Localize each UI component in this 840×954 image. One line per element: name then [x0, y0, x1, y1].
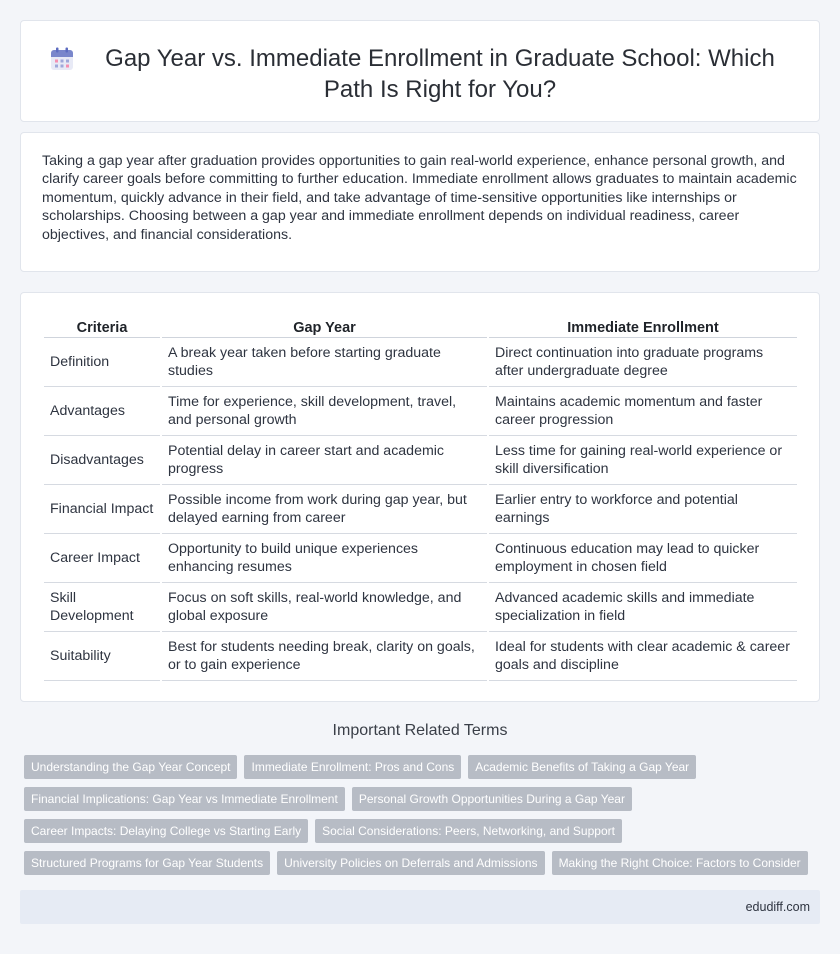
column-header-gap-year: Gap Year — [162, 316, 487, 338]
related-term-tag[interactable]: Making the Right Choice: Factors to Consider — [552, 851, 808, 875]
criteria-cell: Advantages — [44, 387, 160, 436]
column-header-criteria: Criteria — [44, 316, 160, 338]
immediate-enrollment-cell: Direct continuation into graduate programs after undergraduate degree — [489, 338, 797, 387]
related-term-tag[interactable]: Social Considerations: Peers, Networking, and Support — [315, 819, 622, 843]
table-header-row — [44, 316, 797, 338]
gap-year-cell: Focus on soft skills, real-world knowledge, and global exposure — [162, 583, 487, 632]
table-row — [44, 387, 797, 436]
immediate-enrollment-cell: Advanced academic skills and immediate specialization in field — [489, 583, 797, 632]
related-term-tag[interactable]: Personal Growth Opportunities During a Gap Year — [352, 787, 632, 811]
immediate-enrollment-cell: Earlier entry to workforce and potential earnings — [489, 485, 797, 534]
comparison-table — [42, 316, 799, 681]
related-term-tag[interactable]: Immediate Enrollment: Pros and Cons — [244, 755, 461, 779]
related-terms-list — [24, 755, 824, 883]
table-row — [44, 583, 797, 632]
criteria-cell: Disadvantages — [44, 436, 160, 485]
tag-row — [24, 819, 824, 843]
tag-row — [24, 755, 824, 779]
criteria-cell: Career Impact — [44, 534, 160, 583]
immediate-enrollment-cell: Continuous education may lead to quicker employment in chosen field — [489, 534, 797, 583]
criteria-cell: Financial Impact — [44, 485, 160, 534]
related-term-tag[interactable]: Career Impacts: Delaying College vs Starting Early — [24, 819, 308, 843]
intro-card — [20, 132, 820, 272]
table-row — [44, 534, 797, 583]
page-title: Gap Year vs. Immediate Enrollment in Graduate School: Which Path Is Right for You? — [105, 45, 775, 103]
footer-site-link[interactable]: edudiff.com — [745, 900, 810, 914]
immediate-enrollment-cell: Less time for gaining real-world experience or skill diversification — [489, 436, 797, 485]
tag-row — [24, 787, 824, 811]
footer — [20, 890, 820, 924]
table-row — [44, 485, 797, 534]
column-header-immediate-enrollment: Immediate Enrollment — [489, 316, 797, 338]
header-card — [20, 20, 820, 122]
table-row — [44, 632, 797, 681]
tag-row — [24, 851, 824, 875]
gap-year-cell: A break year taken before starting graduate studies — [162, 338, 487, 387]
table-row — [44, 436, 797, 485]
criteria-cell: Suitability — [44, 632, 160, 681]
related-term-tag[interactable]: Understanding the Gap Year Concept — [24, 755, 237, 779]
related-term-tag[interactable]: Academic Benefits of Taking a Gap Year — [468, 755, 696, 779]
intro-paragraph: Taking a gap year after graduation provides opportunities to gain real-world experience, enhance personal growth, and clarify career goals before committing to further education. Immediate enrollment allows graduates to maintain academic momentum, quickly advance in their field, and take advantage of time-sensitive opportunities like internships or scholarships. Choosing between a gap year and immediate enrollment depends on individual readiness, career objectives, and financial considerations. — [42, 153, 797, 243]
related-term-tag[interactable]: Financial Implications: Gap Year vs Immediate Enrollment — [24, 787, 345, 811]
immediate-enrollment-cell: Maintains academic momentum and faster career progression — [489, 387, 797, 436]
gap-year-cell: Best for students needing break, clarity on goals, or to gain experience — [162, 632, 487, 681]
criteria-cell: Definition — [44, 338, 160, 387]
gap-year-cell: Time for experience, skill development, travel, and personal growth — [162, 387, 487, 436]
related-term-tag[interactable]: Structured Programs for Gap Year Students — [24, 851, 270, 875]
immediate-enrollment-cell: Ideal for students with clear academic & career goals and discipline — [489, 632, 797, 681]
criteria-cell: Skill Development — [44, 583, 160, 632]
gap-year-cell: Potential delay in career start and academic progress — [162, 436, 487, 485]
related-term-tag[interactable]: University Policies on Deferrals and Admissions — [277, 851, 544, 875]
table-row — [44, 338, 797, 387]
comparison-table-card — [20, 292, 820, 702]
gap-year-cell: Possible income from work during gap year, but delayed earning from career — [162, 485, 487, 534]
related-terms-title: Important Related Terms — [332, 722, 508, 739]
gap-year-cell: Opportunity to build unique experiences enhancing resumes — [162, 534, 487, 583]
